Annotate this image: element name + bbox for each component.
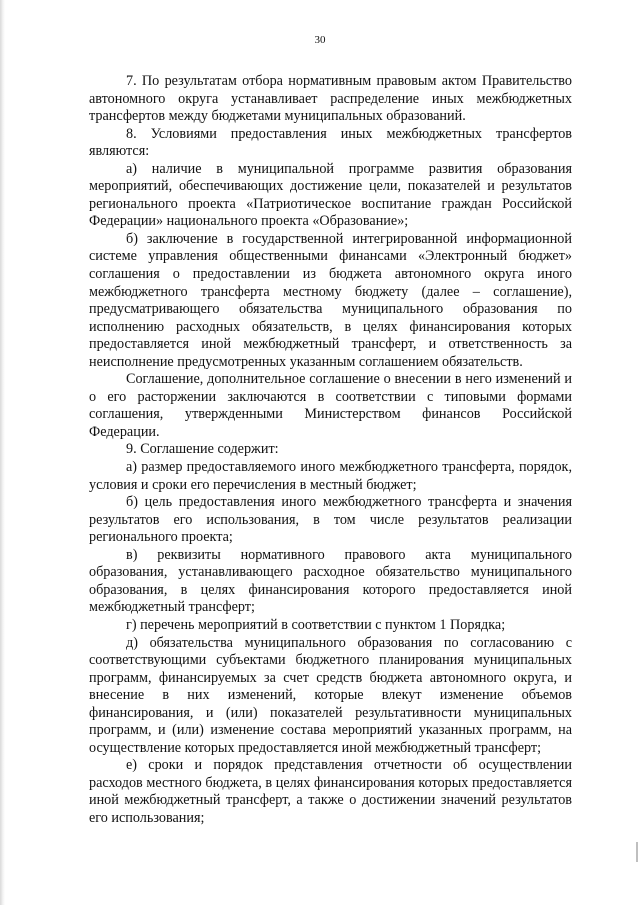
page-number: 30	[314, 34, 326, 46]
paragraph-9-e: е) сроки и порядок представления отчетности об осуществлении расходов местного бюджета, в целях финансирования которых предоставляется иной межбюджетный трансферт, а также о достижении значений результатов его использования;	[89, 757, 572, 826]
scan-mark	[636, 842, 638, 862]
document-body	[89, 73, 572, 828]
scan-edge	[0, 0, 5, 905]
paragraph-7: 7. По результатам отбора нормативным правовым актом Правительство автономного округа устанавливает распределение иных межбюджетных трансфертов между бюджетами муниципальных образований.	[89, 73, 572, 125]
paragraph-9-v: в) реквизиты нормативного правового акта муниципального образования, устанавливающего расходное обязательство муниципального образования, в целях финансирования которого предоставляется иной межбюджетный трансферт;	[89, 546, 572, 616]
paragraph-8: 8. Условиями предоставления иных межбюджетных трансфертов являются:	[89, 125, 572, 160]
paragraph-8-a: а) наличие в муниципальной программе развития образования мероприятий, обеспечивающих достижение цели, показателей и результатов регионального проекта «Патриотическое воспитание граждан Российской Федерации» национального проекта «Образование»;	[89, 160, 572, 230]
paragraph-9-b: б) цель предоставления иного межбюджетного трансферта и значения результатов его использования, в том числе результатов реализации регионального проекта;	[89, 494, 572, 546]
paragraph-9-d: д) обязательства муниципального образования по согласованию с соответствующими субъектами бюджетного планирования муниципальных программ, финансируемых за счет средств бюджета автономного округа, и внесение в них изменений, которые влекут изменение объемов финансирования, и (или) показателей результативности муниципальных программ, и (или) изменение состава мероприятий указанных программ, на осуществление которых предоставляется иной межбюджетный трансферт;	[89, 634, 572, 756]
paragraph-8-b: б) заключение в государственной интегрированной информационной системе управления общественными финансами «Электронный бюджет» соглашения о предоставлении из бюджета автономного округа иного межбюджетного трансферта местному бюджету (далее – соглашение), предусматривающего обязательства муниципального образования по исполнению расходных обязательств, в целях финансирования которых предоставляется иной межбюджетный трансферт, и ответственность за неисполнение предусмотренных указанным соглашением обязательств.	[89, 230, 572, 370]
paragraph-agreement: Соглашение, дополнительное соглашение о внесении в него изменений и о его расторжении заключаются в соответствии с типовыми формами соглашения, утвержденными Министерством финансов Российской Федерации.	[89, 371, 572, 440]
paragraph-9-a: а) размер предоставляемого иного межбюджетного трансферта, порядок, условия и сроки его перечисления в местный бюджет;	[89, 459, 572, 493]
paragraph-9-g: г) перечень мероприятий в соответствии с пунктом 1 Порядка;	[126, 616, 506, 633]
paragraph-9: 9. Соглашение содержит:	[126, 441, 279, 458]
